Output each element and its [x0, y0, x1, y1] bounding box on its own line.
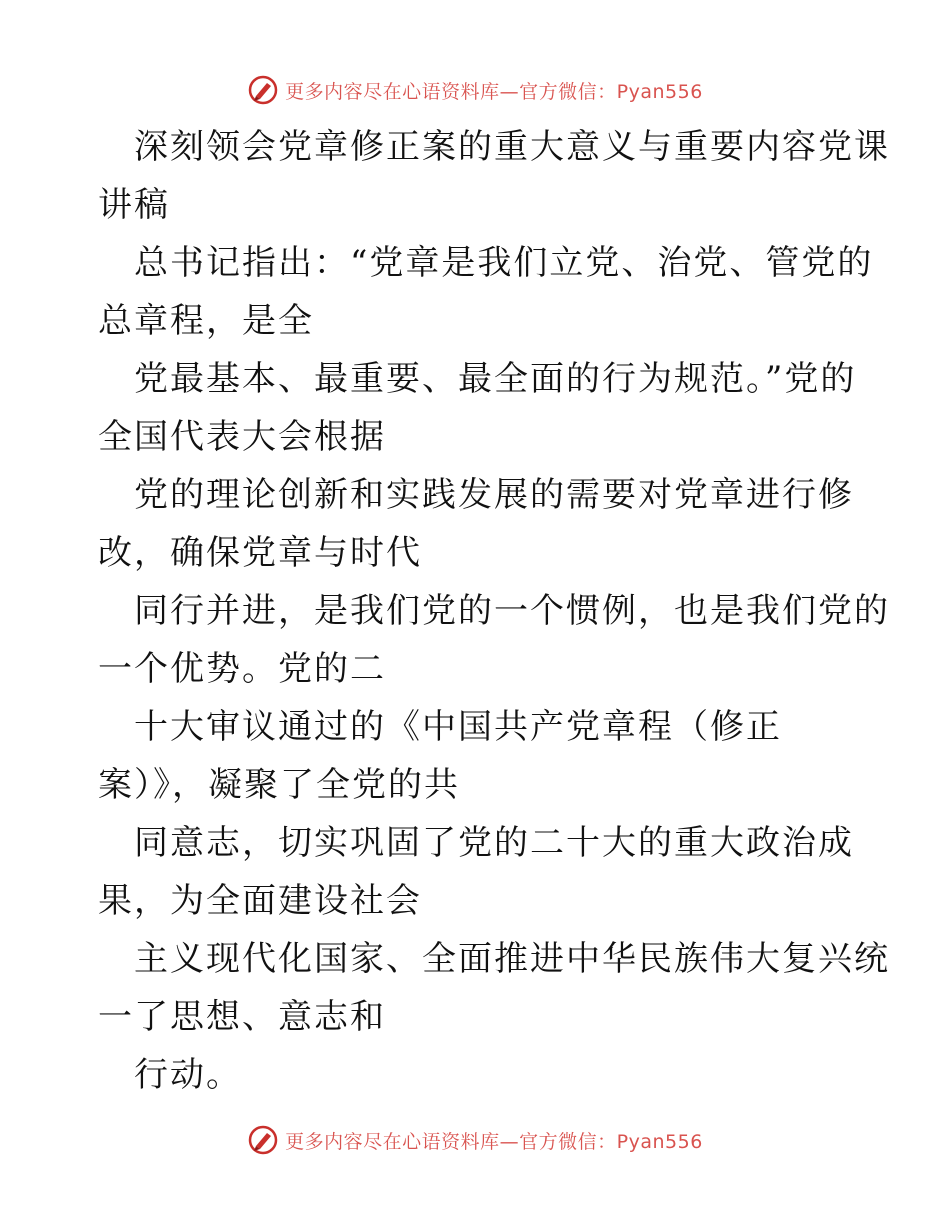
- paragraph-line: 同意志，切实巩固了党的二十大的重大政治成: [134, 823, 854, 863]
- document-body: [98, 118, 890, 1104]
- title-line-1: 深刻领会党章修正案的重大意义与重要内容党课: [134, 127, 890, 167]
- paragraph-line: 全国代表大会根据: [98, 417, 386, 457]
- paragraph-line: 总书记指出：“党章是我们立党、治党、管党的: [134, 243, 874, 283]
- paragraph-line: 党的理论创新和实践发展的需要对党章进行修: [134, 475, 854, 515]
- pen-circle-logo-icon: [247, 74, 279, 106]
- paragraph-line: 总章程，是全: [98, 301, 314, 341]
- paragraph-line: 主义现代化国家、全面推进中华民族伟大复兴统: [134, 939, 890, 979]
- paragraph-line: 案）》，凝聚了全党的共: [98, 765, 460, 805]
- paragraph-line: 行动。: [134, 1055, 242, 1095]
- footer-banner: [0, 1120, 950, 1160]
- header-banner: [0, 70, 950, 110]
- pen-circle-logo-icon: [247, 1124, 279, 1156]
- paragraph-line: 改，确保党章与时代: [98, 533, 422, 573]
- paragraph-line: 一了思想、意志和: [98, 997, 386, 1037]
- banner-text: 更多内容尽在心语资料库—官方微信：Pyan556: [285, 1130, 703, 1153]
- paragraph-line: 同行并进，是我们党的一个惯例，也是我们党的: [134, 591, 890, 631]
- paragraph-line: 十大审议通过的《中国共产党章程（修正: [134, 707, 782, 747]
- paragraph-line: 一个优势。党的二: [98, 649, 386, 689]
- title-line-2: 讲稿: [98, 185, 170, 225]
- banner-text: 更多内容尽在心语资料库—官方微信：Pyan556: [285, 80, 703, 103]
- paragraph-line: 果，为全面建设社会: [98, 881, 422, 921]
- paragraph-line: 党最基本、最重要、最全面的行为规范。”党的: [134, 359, 857, 399]
